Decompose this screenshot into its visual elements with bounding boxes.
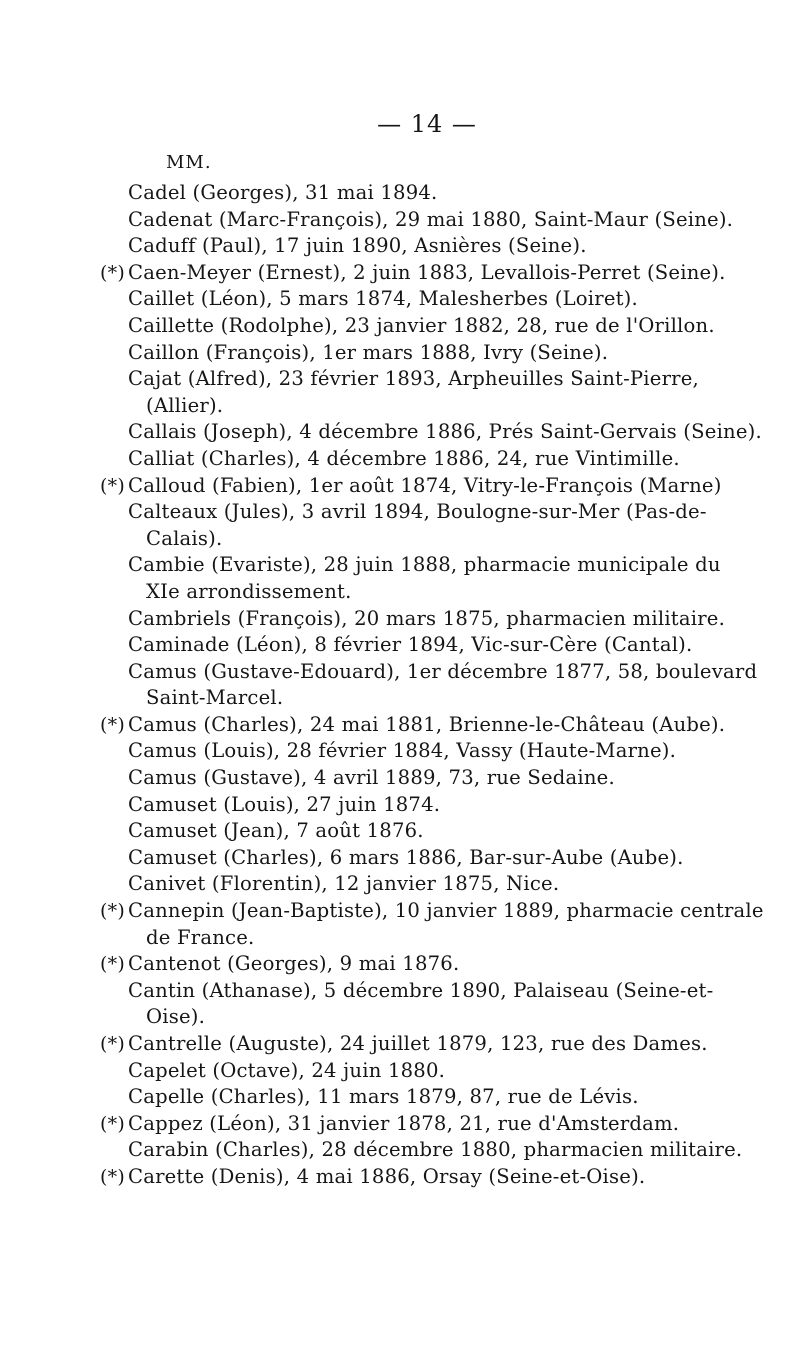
list-item <box>100 499 770 552</box>
entry-text: Capelet (Octave), 24 juin 1880. <box>128 1058 446 1082</box>
list-item <box>100 978 770 1031</box>
list-item <box>100 180 770 207</box>
entry-text: Caillette (Rodolphe), 23 janvier 1882, 28, rue de l'Orillon. <box>128 313 715 337</box>
entry-text: Cantin (Athanase), 5 décembre 1890, Palaiseau (Seine-et- <box>128 978 714 1002</box>
entry-text: Cambriels (François), 20 mars 1875, pharmacien militaire. <box>128 606 726 630</box>
entry-marker: (*) <box>100 1033 125 1055</box>
entry-text: Camuset (Jean), 7 août 1876. <box>128 819 424 843</box>
list-item <box>100 286 770 313</box>
list-item <box>100 738 770 765</box>
entry-marker: (*) <box>100 474 125 497</box>
list-item <box>100 366 770 419</box>
entry-text: Cappez (Léon), 31 janvier 1878, 21, rue d'Amsterdam. <box>128 1111 680 1135</box>
page-number: — 14 — <box>377 110 477 138</box>
list-item <box>100 1031 770 1058</box>
list-item <box>100 1058 770 1085</box>
list-item <box>100 1164 770 1191</box>
list-item <box>100 552 770 605</box>
list-header: MM. <box>166 152 212 173</box>
list-item <box>100 765 770 792</box>
entry-marker: (*) <box>100 713 125 736</box>
entry-text: Cajat (Alfred), 23 février 1893, Arpheuilles Saint-Pierre, <box>128 367 699 391</box>
entry-text: Cantrelle (Auguste), 24 juillet 1879, 123, rue des Dames. <box>128 1032 708 1055</box>
entry-marker: (*) <box>100 261 125 284</box>
entry-continuation: Oise). <box>146 1005 206 1029</box>
entry-text: Camuset (Charles), 6 mars 1886, Bar-sur-Aube (Aube). <box>128 845 684 869</box>
list-item <box>100 340 770 367</box>
entry-text: Carette (Denis), 4 mai 1886, Orsay (Seine-et-Oise). <box>128 1164 646 1188</box>
list-item <box>100 792 770 819</box>
list-item <box>100 233 770 260</box>
list-item <box>100 207 770 234</box>
entry-text: Camus (Gustave), 4 avril 1889, 73, rue Sedaine. <box>128 766 615 790</box>
list-item <box>100 898 770 951</box>
list-item <box>100 606 770 633</box>
entry-continuation: Calais). <box>146 526 223 550</box>
entry-marker: (*) <box>100 900 125 923</box>
entry-text: Capelle (Charles), 11 mars 1879, 87, rue de Lévis. <box>128 1085 639 1109</box>
list-item <box>100 1084 770 1111</box>
list-item <box>100 659 770 712</box>
entry-text: Carabin (Charles), 28 décembre 1880, pharmacien militaire. <box>128 1138 743 1162</box>
list-item <box>100 1137 770 1164</box>
entry-continuation: de France. <box>146 925 255 949</box>
entry-text: Cantenot (Georges), 9 mai 1876. <box>128 952 460 976</box>
entry-text: Cadel (Georges), 31 mai 1894. <box>128 181 438 204</box>
list-item <box>100 446 770 473</box>
entry-text: Camus (Charles), 24 mai 1881, Brienne-le-Château (Aube). <box>128 712 726 736</box>
entry-text: Camus (Gustave-Edouard), 1er décembre 1877, 58, boulevard <box>128 659 758 683</box>
entry-marker: (*) <box>100 1165 125 1188</box>
entry-text: Camus (Louis), 28 février 1884, Vassy (Haute-Marne). <box>128 739 677 763</box>
entry-text: Caillet (Léon), 5 mars 1874, Malesherbes (Loiret). <box>128 287 638 311</box>
entry-text: Caen-Meyer (Ernest), 2 juin 1883, Levallois-Perret (Seine). <box>128 260 726 284</box>
entry-text: Cadenat (Marc-François), 29 mai 1880, Saint-Maur (Seine). <box>128 207 734 231</box>
entry-text: Callais (Joseph), 4 décembre 1886, Prés Saint-Gervais (Seine). <box>128 420 762 444</box>
entry-text: Cannepin (Jean-Baptiste), 10 janvier 1889, pharmacie centrale <box>128 899 764 923</box>
entry-text: Calteaux (Jules), 3 avril 1894, Boulogne-sur-Mer (Pas-de- <box>128 500 707 524</box>
entry-text: Canivet (Florentin), 12 janvier 1875, Nice. <box>128 872 560 896</box>
entry-continuation: Saint-Marcel. <box>146 686 284 710</box>
list-item <box>100 845 770 872</box>
list-item <box>100 313 770 340</box>
entry-text: Camuset (Louis), 27 juin 1874. <box>128 792 441 816</box>
entry-text: Cambie (Evariste), 28 juin 1888, pharmacie municipale du <box>128 553 721 577</box>
entry-continuation: (Allier). <box>146 393 224 417</box>
list-item <box>100 260 770 287</box>
list-item <box>100 419 770 446</box>
list-item <box>100 1111 770 1138</box>
entry-text: Caminade (Léon), 8 février 1894, Vic-sur-Cère (Cantal). <box>128 633 693 657</box>
entry-text: Caduff (Paul), 17 juin 1890, Asnières (Seine). <box>128 234 587 258</box>
list-item <box>100 871 770 898</box>
entry-text: Calliat (Charles), 4 décembre 1886, 24, rue Vintimille. <box>128 446 680 470</box>
entry-list <box>100 180 770 1191</box>
entry-text: Calloud (Fabien), 1er août 1874, Vitry-le-François (Marne) <box>128 473 722 497</box>
entry-text: Caillon (François), 1er mars 1888, Ivry (Seine). <box>128 340 609 364</box>
list-item <box>100 473 770 500</box>
entry-marker: (*) <box>100 1112 125 1135</box>
list-item <box>100 818 770 845</box>
entry-marker: (*) <box>100 953 125 976</box>
list-item <box>100 951 770 978</box>
list-item <box>100 632 770 659</box>
entry-continuation: XIe arrondissement. <box>146 579 352 603</box>
list-item <box>100 712 770 739</box>
